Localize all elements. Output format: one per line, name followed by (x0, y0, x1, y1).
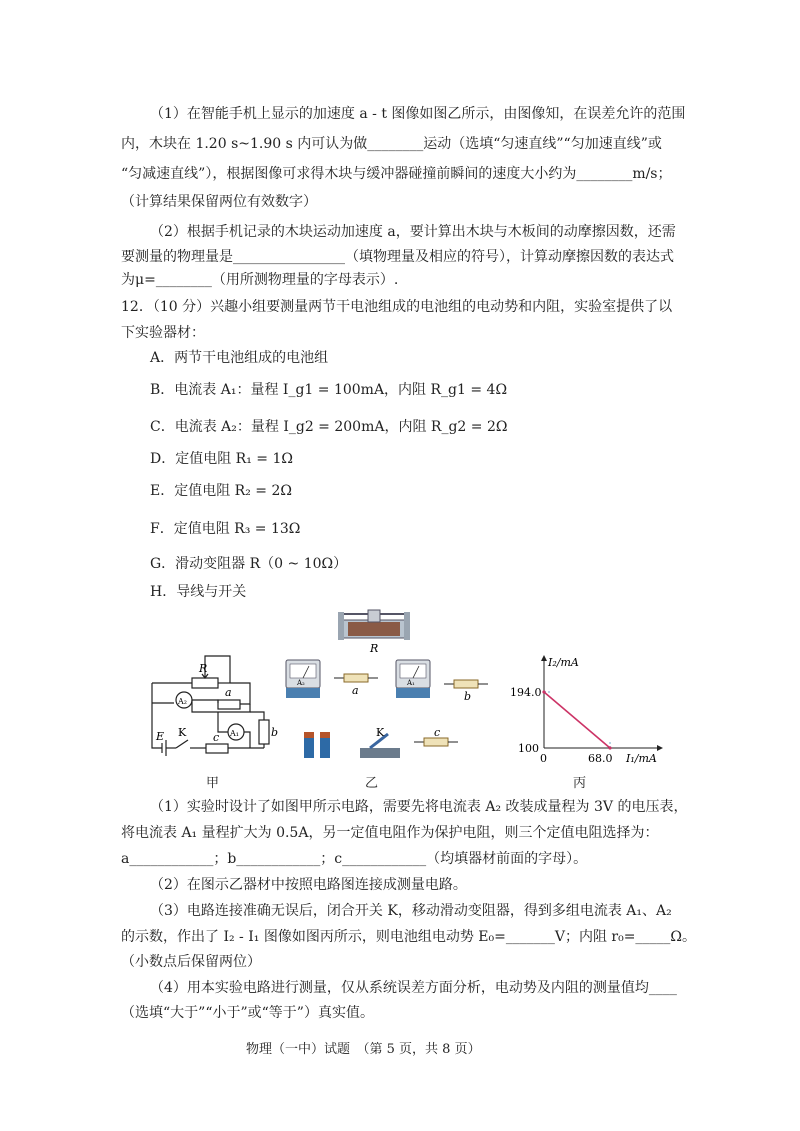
text-line: 内，木块在 1.20 s~1.90 s 内可认为做________运动（选填“匀速直线”“匀加速直线”或 (121, 136, 662, 152)
yi-a2-label: A₂ (297, 679, 305, 687)
figure-label-jia: 甲 (206, 776, 220, 791)
option-h: H．导线与开关 (150, 584, 247, 600)
ammeter-a2-label: A₂ (178, 697, 187, 706)
question-intro: 12．（10 分）兴趣小组要测量两节干电池组成的电池组的电动势和内阻，实验室提供了以 (121, 299, 673, 315)
text-line: （2）在图示乙器材中按照电路图连接成测量电路。 (150, 877, 467, 893)
figure-label-bing: 丙 (573, 776, 587, 791)
yi-k-label: K (376, 726, 385, 739)
text-line: 为μ=________（用所测物理量的字母表示）. (121, 272, 399, 288)
option-b: B．电流表 A₁：量程 I_g1 = 100mA，内阻 R_g1 = 4Ω (150, 382, 508, 398)
text-line: （小数点后保留两位） (121, 954, 261, 970)
tick-label-y-bottom: 100 (518, 742, 539, 755)
text-line: （1）在智能手机上显示的加速度 a - t 图像如图乙所示，由图像知，在误差允许的范围 (150, 106, 686, 122)
switch-k-label: K (178, 726, 187, 739)
text-line: 要测量的物理量是________________（填物理量及相应的符号），计算动摩擦因数的表达式 (121, 249, 674, 265)
question-intro: 下实验器材： (121, 325, 205, 341)
text-line: 的示数，作出了 I₂ - I₁ 图像如图丙所示，则电池组电动势 E₀=_______V；内阻 r₀=_____Ω。 (121, 929, 697, 945)
option-a: A．两节干电池组成的电池组 (150, 350, 329, 366)
text-line: 将电流表 A₁ 量程扩大为 0.5A，另一定值电阻作为保护电阻，则三个定值电阻选择为： (121, 825, 659, 841)
yi-c-label: c (434, 726, 441, 739)
option-d: D．定值电阻 R₁ = 1Ω (150, 451, 293, 467)
yi-b-label: b (464, 690, 472, 703)
ammeter-a1-label: A₁ (230, 729, 239, 738)
option-e: E．定值电阻 R₂ = 2Ω (150, 483, 292, 499)
text-line: （4）用本实验电路进行测量，仅从系统误差方面分析，电动势及内阻的测量值均____ (150, 980, 677, 996)
series-line (544, 692, 610, 748)
yi-a-label: a (352, 684, 359, 697)
yi-a1-label: A₁ (407, 679, 415, 687)
y-axis-label: I₂/mA (548, 656, 579, 669)
rheostat-illustration (336, 606, 412, 656)
data-point (542, 690, 545, 693)
graph-bing (510, 652, 670, 768)
resistor-a-label: a (225, 686, 232, 699)
text-line: a____________；b____________；c____________（均填器材前面的字母）。 (121, 851, 588, 867)
option-f: F．定值电阻 R₃ = 13Ω (150, 521, 301, 537)
text-line: “匀减速直线”），根据图像可求得木块与缓冲器碰撞前瞬间的速度大小约为________m/s； (121, 166, 672, 182)
resistor-c-label: c (213, 731, 220, 744)
tick-label-x-end: 68.0 (588, 752, 613, 765)
data-point (608, 746, 611, 749)
text-line: （选填“大于”“小于”或“等于”）真实值。 (121, 1005, 374, 1021)
page-footer: 物理（一中）试题 （第 5 页，共 8 页） (246, 1042, 481, 1057)
option-g: G．滑动变阻器 R（0 ~ 10Ω） (150, 556, 348, 572)
rheostat-r-label: R (199, 662, 208, 675)
x-axis-label: I₁/mA (626, 752, 657, 765)
text-line: （3）电路连接准确无误后，闭合开关 K，移动滑动变阻器，得到多组电流表 A₁、A₂ (150, 903, 672, 919)
text-line: （2）根据手机记录的木块运动加速度 a，要计算出木块与木板间的动摩擦因数，还需 (150, 224, 676, 240)
equipment-illustration-yi (284, 656, 494, 766)
battery-e-label: E (156, 730, 165, 743)
tick-label-origin: 0 (540, 752, 547, 765)
tick-label-y-top: 194.0 (510, 686, 542, 699)
rheostat-label: R (370, 642, 379, 655)
option-c: C．电流表 A₂：量程 I_g2 = 200mA，内阻 R_g2 = 2Ω (150, 419, 508, 435)
circuit-diagram-jia (146, 648, 280, 764)
text-line: （1）实验时设计了如图甲所示电路，需要先将电流表 A₂ 改装成量程为 3V 的电压表， (150, 799, 688, 815)
resistor-b-label: b (271, 726, 279, 739)
figure-label-yi: 乙 (365, 776, 379, 791)
text-line: （计算结果保留两位有效数字） (121, 194, 317, 210)
